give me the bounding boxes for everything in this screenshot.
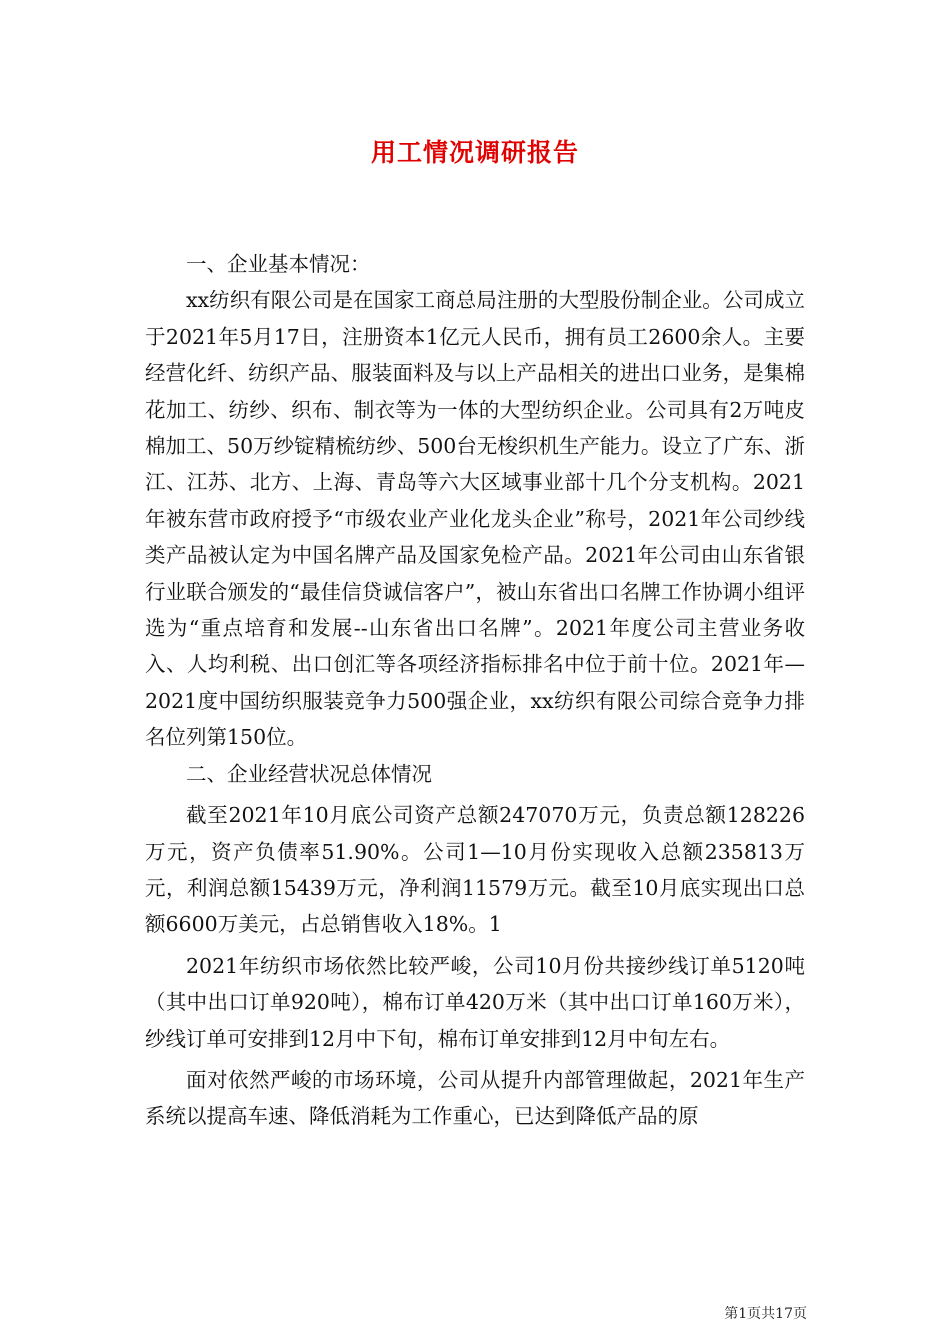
- section-heading-2: 二、企业经营状况总体情况: [186, 761, 432, 786]
- page-number: 第1页共17页: [724, 1306, 807, 1322]
- document-title: 用工情况调研报告: [370, 138, 579, 167]
- document-body: [145, 246, 805, 1135]
- paragraph-financials: 截至2021年10月底公司资产总额247070万元，负责总额128226万元，资产负债率51.90%。公司1—10月份实现收入总额235813万元，利润总额15439万元，净利润11579万元。截至10月底实现出口总额6600万美元，占总销售收入18%。1: [145, 803, 805, 937]
- paragraph-management: 面对依然严峻的市场环境，公司从提升内部管理做起，2021年生产系统以提高车速、降低消耗为工作重心，已达到降低产品的原: [145, 1067, 805, 1129]
- section-heading-1: 一、企业基本情况：: [186, 252, 371, 276]
- paragraph-market: 2021年纺织市场依然比较严峻，公司10月份共接纱线订单5120吨（其中出口订单920吨），棉布订单420万米（其中出口订单160万米），纱线订单可安排到12月中下旬，棉布订单安排到12月中旬左右。: [145, 953, 805, 1051]
- paragraph-company-overview: xx纺织有限公司是在国家工商总局注册的大型股份制企业。公司成立于2021年5月17日，注册资本1亿元人民币，拥有员工2600余人。主要经营化纤、纺织产品、服装面料及与以上产品相关的进出口业务，是集棉花加工、纺纱、织布、制衣等为一体的大型纺织企业。公司具有2万吨皮棉加工、50万纱锭精梳纺纱、500台无梭织机生产能力。设立了广东、浙江、江苏、北方、上海、青岛等六大区域事业部十几个分支机构。2021年被东营市政府授予“市级农业产业化龙头企业”称号，2021年公司纱线类产品被认定为中国名牌产品及国家免检产品。2021年公司由山东省银行业联合颁发的“最佳信贷诚信客户”，被山东省出口名牌工作协调小组评选为“重点培育和发展--山东省出口名牌”。2021年度公司主营业务收入、人均利税、出口创汇等各项经济指标排名中位于前十位。2021年—2021度中国纺织服装竞争力500强企业，xx纺织有限公司综合竞争力排名位列第150位。: [145, 288, 805, 750]
